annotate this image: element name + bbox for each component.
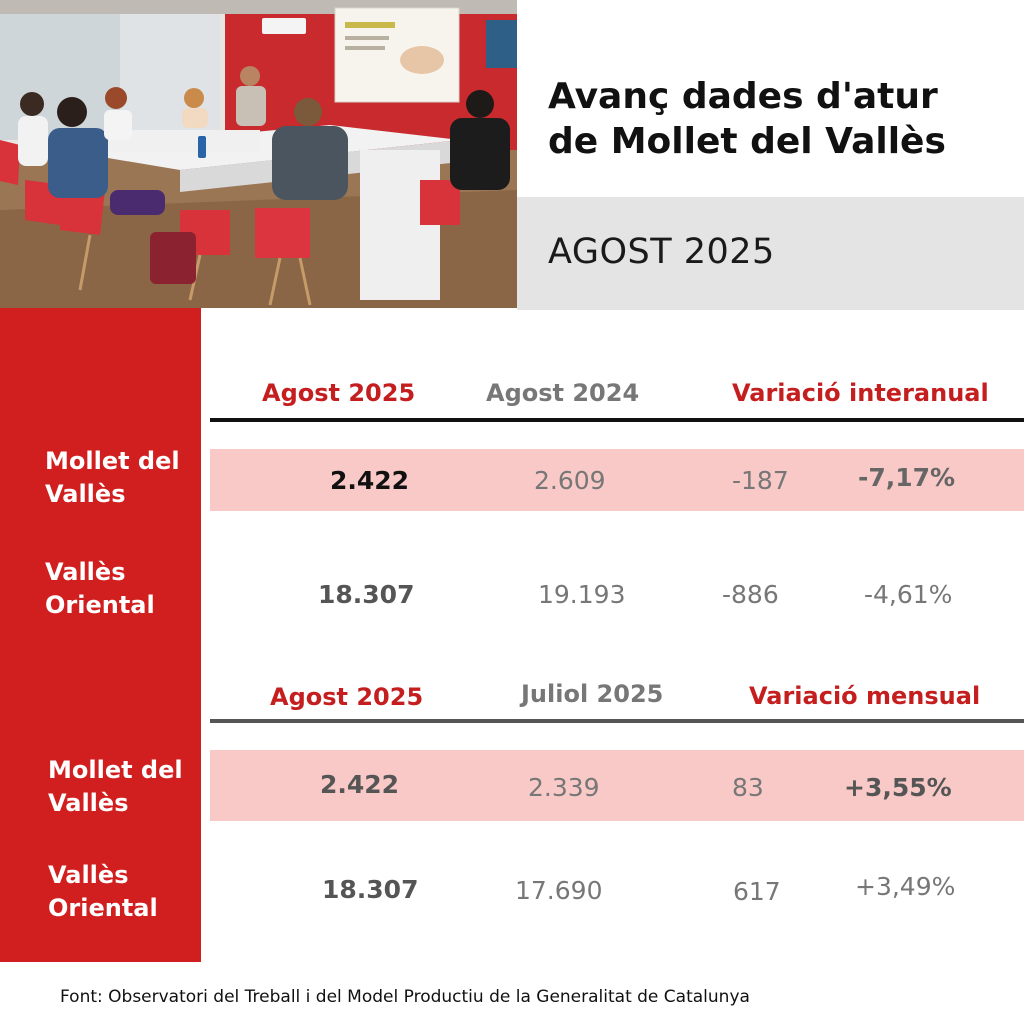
monthly-col-current: Agost 2025 bbox=[270, 683, 424, 711]
monthly-mollet-pct: +3,55% bbox=[844, 773, 952, 802]
header-photo bbox=[0, 0, 517, 308]
monthly-valles-current: 18.307 bbox=[322, 875, 419, 904]
interannual-mollet-diff: -187 bbox=[732, 466, 789, 495]
interannual-header-rule bbox=[210, 418, 1024, 422]
interannual-valles-previous: 19.193 bbox=[538, 580, 626, 609]
page-title bbox=[548, 74, 1018, 164]
monthly-col-variation: Variació mensual bbox=[749, 682, 981, 710]
interannual-valles-current: 18.307 bbox=[318, 580, 415, 609]
interannual-mollet-current: 2.422 bbox=[330, 466, 410, 495]
title-line-2: de Mollet del Vallès bbox=[548, 121, 946, 162]
title-line-1: Avanç dades d'atur bbox=[548, 76, 938, 117]
monthly-header-rule bbox=[210, 719, 1024, 723]
interannual-col-previous: Agost 2024 bbox=[486, 379, 640, 407]
interannual-mollet-pct: -7,17% bbox=[858, 463, 956, 492]
monthly-col-previous: Juliol 2025 bbox=[521, 680, 664, 708]
interannual-valles-pct: -4,61% bbox=[864, 580, 953, 609]
interannual-valles-diff: -886 bbox=[722, 580, 779, 609]
month-label: AGOST 2025 bbox=[548, 232, 775, 272]
row-label-monthly-valles: Vallès Oriental bbox=[48, 861, 158, 922]
monthly-valles-previous: 17.690 bbox=[515, 876, 603, 905]
monthly-mollet-current: 2.422 bbox=[320, 770, 400, 799]
interannual-col-variation: Variació interanual bbox=[732, 379, 989, 407]
classroom-photo-illustration bbox=[0, 0, 517, 308]
row-label-interannual-mollet: Mollet del Vallès bbox=[45, 447, 180, 508]
row-label-monthly-mollet: Mollet del Vallès bbox=[48, 756, 183, 817]
monthly-valles-diff: 617 bbox=[733, 877, 781, 906]
source-footnote: Font: Observatori del Treball i del Model Productiu de la Generalitat de Catalunya bbox=[60, 987, 750, 1007]
monthly-mollet-previous: 2.339 bbox=[528, 773, 600, 802]
row-label-interannual-valles: Vallès Oriental bbox=[45, 558, 155, 619]
interannual-mollet-previous: 2.609 bbox=[534, 466, 606, 495]
monthly-valles-pct: +3,49% bbox=[855, 872, 956, 901]
interannual-col-current: Agost 2025 bbox=[262, 379, 416, 407]
monthly-mollet-diff: 83 bbox=[732, 773, 764, 802]
